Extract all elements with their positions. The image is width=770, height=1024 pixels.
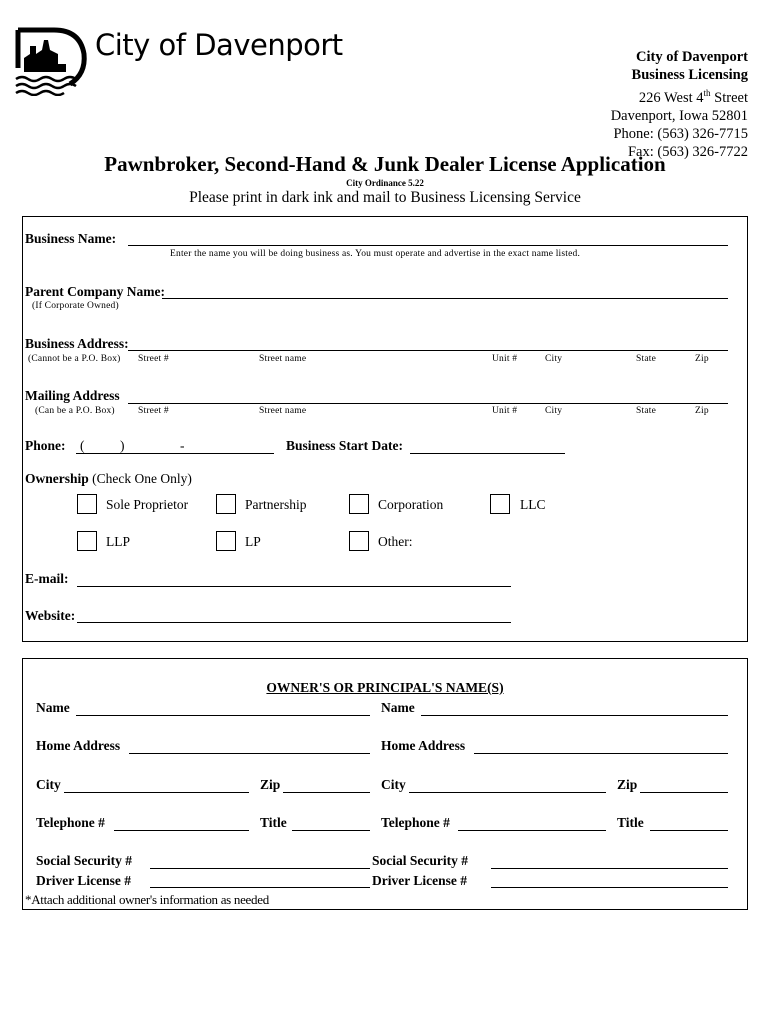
owner2-zip-label: Zip bbox=[617, 777, 638, 792]
parent-company-label: Parent Company Name: bbox=[25, 284, 165, 299]
website-label: Website: bbox=[25, 608, 76, 623]
office-fax: Fax: (563) 326-7722 bbox=[627, 143, 748, 160]
owner1-name-label: Name bbox=[36, 700, 70, 715]
footnote: *Attach additional owner's information as needed bbox=[25, 892, 269, 907]
parent-company-field[interactable] bbox=[162, 298, 728, 299]
owner2-license-field[interactable] bbox=[491, 887, 728, 888]
owner2-address-field[interactable] bbox=[474, 753, 728, 754]
owner2-telephone-field[interactable] bbox=[458, 830, 606, 831]
logo-text: City of Davenport bbox=[95, 28, 343, 62]
owner2-telephone-label: Telephone # bbox=[381, 815, 450, 830]
mail-col-state: State bbox=[636, 406, 656, 416]
phone-close-paren: ) bbox=[120, 438, 125, 453]
ordinance: City Ordinance 5.22 bbox=[346, 178, 424, 188]
phone-open-paren: ( bbox=[80, 438, 85, 453]
option-sole-proprietor: Sole Proprietor bbox=[106, 497, 189, 512]
mailing-address-note: (Can be a P.O. Box) bbox=[35, 406, 115, 416]
checkbox-partnership[interactable] bbox=[216, 494, 236, 514]
owner1-zip-label: Zip bbox=[260, 777, 281, 792]
owner1-zip-field[interactable] bbox=[283, 792, 370, 793]
business-name-field[interactable] bbox=[128, 245, 728, 246]
owner1-license-field[interactable] bbox=[150, 887, 370, 888]
instructions: Please print in dark ink and mail to Business Licensing Service bbox=[189, 189, 581, 206]
option-other: Other: bbox=[378, 534, 413, 549]
owner2-name-label: Name bbox=[381, 700, 415, 715]
owner2-name-field[interactable] bbox=[421, 715, 728, 716]
start-date-label: Business Start Date: bbox=[286, 438, 403, 453]
checkbox-corporation[interactable] bbox=[349, 494, 369, 514]
owner1-ssn-label: Social Security # bbox=[36, 853, 132, 868]
phone-dash: - bbox=[180, 438, 185, 453]
ownership-label: Ownership (Check One Only) bbox=[25, 471, 192, 486]
mail-col-street-name: Street name bbox=[259, 406, 307, 416]
mail-col-zip: Zip bbox=[695, 406, 709, 416]
option-corporation: Corporation bbox=[378, 497, 444, 512]
office-phone: Phone: (563) 326-7715 bbox=[613, 125, 748, 142]
owner2-ssn-field[interactable] bbox=[491, 868, 728, 869]
office-city: City of Davenport bbox=[636, 49, 748, 65]
owner2-license-label: Driver License # bbox=[372, 873, 467, 888]
owner1-address-field[interactable] bbox=[129, 753, 370, 754]
mail-col-street-num: Street # bbox=[138, 406, 169, 416]
addr-col-state: State bbox=[636, 354, 656, 364]
mailing-address-field[interactable] bbox=[128, 403, 728, 404]
owner2-city-field[interactable] bbox=[409, 792, 606, 793]
phone-label: Phone: bbox=[25, 438, 66, 453]
office-street: 226 West 4th Street bbox=[638, 88, 748, 106]
owner2-zip-field[interactable] bbox=[640, 792, 728, 793]
owner1-name-field[interactable] bbox=[76, 715, 370, 716]
checkbox-llc[interactable] bbox=[490, 494, 510, 514]
phone-field[interactable] bbox=[76, 453, 274, 454]
owner2-title-field[interactable] bbox=[650, 830, 728, 831]
owners-heading: OWNER'S OR PRINCIPAL'S NAME(S) bbox=[266, 680, 504, 695]
mailing-address-label: Mailing Address bbox=[25, 388, 120, 403]
start-date-field[interactable] bbox=[410, 453, 565, 454]
business-address-field[interactable] bbox=[128, 350, 728, 351]
owner1-title-label: Title bbox=[260, 815, 287, 830]
mail-col-unit: Unit # bbox=[492, 406, 518, 416]
email-field[interactable] bbox=[77, 586, 511, 587]
owner1-ssn-field[interactable] bbox=[150, 868, 370, 869]
office-department: Business Licensing bbox=[631, 67, 748, 83]
owner1-telephone-field[interactable] bbox=[114, 830, 249, 831]
office-address bbox=[611, 48, 748, 161]
owner1-city-label: City bbox=[36, 777, 61, 792]
owner2-city-label: City bbox=[381, 777, 406, 792]
form-title: Pawnbroker, Second-Hand & Junk Dealer License Application bbox=[104, 152, 666, 176]
addr-col-unit: Unit # bbox=[492, 354, 518, 364]
owner1-license-label: Driver License # bbox=[36, 873, 131, 888]
checkbox-sole-proprietor[interactable] bbox=[77, 494, 97, 514]
skyline-logo-icon bbox=[14, 24, 90, 96]
website-field[interactable] bbox=[77, 622, 511, 623]
parent-company-hint: (If Corporate Owned) bbox=[32, 301, 119, 311]
mail-col-city: City bbox=[545, 406, 563, 416]
owner2-title-label: Title bbox=[617, 815, 644, 830]
owner1-telephone-label: Telephone # bbox=[36, 815, 105, 830]
checkbox-other[interactable] bbox=[349, 531, 369, 551]
addr-col-street-num: Street # bbox=[138, 354, 169, 364]
option-llp: LLP bbox=[106, 534, 131, 549]
business-name-hint: Enter the name you will be doing business as. You must operate and advertise in the exact name listed. bbox=[170, 249, 581, 259]
checkbox-llp[interactable] bbox=[77, 531, 97, 551]
city-logo bbox=[14, 24, 90, 96]
option-llc: LLC bbox=[520, 497, 546, 512]
addr-col-street-name: Street name bbox=[259, 354, 307, 364]
owner2-address-label: Home Address bbox=[381, 738, 466, 753]
email-label: E-mail: bbox=[25, 571, 69, 586]
option-lp: LP bbox=[245, 534, 261, 549]
owner1-title-field[interactable] bbox=[292, 830, 370, 831]
owner2-ssn-label: Social Security # bbox=[372, 853, 468, 868]
checkbox-lp[interactable] bbox=[216, 531, 236, 551]
business-address-label: Business Address: bbox=[25, 336, 129, 351]
business-name-label: Business Name: bbox=[25, 231, 117, 246]
business-info-section bbox=[22, 216, 748, 642]
owner1-city-field[interactable] bbox=[64, 792, 249, 793]
office-city-state: Davenport, Iowa 52801 bbox=[610, 107, 748, 124]
option-partnership: Partnership bbox=[245, 497, 307, 512]
business-address-note: (Cannot be a P.O. Box) bbox=[28, 354, 121, 364]
owner1-address-label: Home Address bbox=[36, 738, 121, 753]
addr-col-city: City bbox=[545, 354, 563, 364]
addr-col-zip: Zip bbox=[695, 354, 709, 364]
